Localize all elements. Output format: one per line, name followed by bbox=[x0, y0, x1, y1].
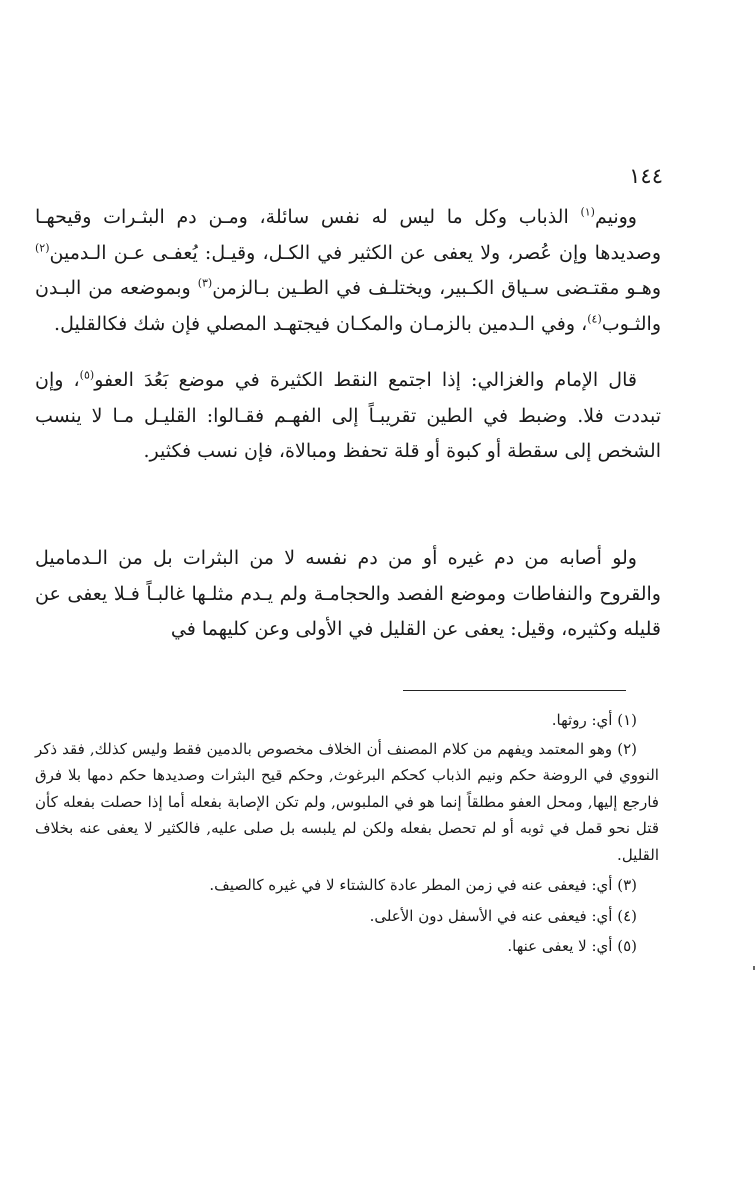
page-number: ١٤٤ bbox=[629, 164, 663, 188]
footnote-text: أي: لا يعفى عنها. bbox=[507, 937, 613, 955]
text-segment: ، bbox=[73, 369, 80, 391]
text-segment: وبموضعه من البـدن والثـوب bbox=[35, 277, 661, 335]
footnote-text: وليس كذلك, فقد ذكر النووي في الروضة حكم ونيم الذباب كحكم البرغوث, bbox=[35, 739, 659, 784]
footnote-reference: (٢) bbox=[35, 241, 50, 255]
footnote-reference: (٣) bbox=[197, 276, 213, 290]
paragraph-3 bbox=[35, 541, 661, 648]
footnote-text: إنما هو في الملبوس, ولم تكن الإصابة بفعله أما إذا حصلت بفعله كأن قتل نحو قمل bbox=[35, 792, 659, 837]
footnote-5 bbox=[35, 933, 659, 960]
footnote-text: وحكم قيح البثرات وصديدها حكم دمها بلا فرق فارجع إليها, ومحل العفو مطلقاً bbox=[35, 766, 659, 811]
footnote-1 bbox=[35, 707, 659, 734]
footnote-number: (٣) bbox=[617, 876, 637, 894]
footnote-reference: (٤) bbox=[587, 312, 602, 326]
text-segment: وهـو مقتـضى سـياق الكـبير، ويختلـف في الطـين بـالزمن bbox=[212, 277, 662, 300]
text-segment: وصديدها وإن عُصر، ولا يعفى عن الكثير في الكـل، وقيـل: يُعفـى عـن bbox=[113, 241, 661, 264]
footnote-reference: (١) bbox=[580, 205, 595, 219]
footnote-text: بخلاف القليل. bbox=[35, 819, 659, 864]
paragraph-2 bbox=[35, 363, 661, 470]
paragraph-text bbox=[35, 200, 661, 342]
paragraph-text bbox=[35, 363, 661, 470]
footnote-text: أي: فيعفى عنه في زمن المطر عادة كالشتاء لا في غيره كالصيف. bbox=[209, 876, 613, 894]
footnotes bbox=[35, 707, 659, 962]
footnote-separator bbox=[403, 690, 626, 691]
text-segment: وإن تبددت فلا. وضبط في الطين تقريبـاً إلى الفهـم فقـالوا: القليـل مـا لا bbox=[35, 369, 661, 427]
footnote-text: أي: روثها. bbox=[551, 711, 613, 729]
paragraph-text bbox=[35, 541, 661, 648]
footnote-text: أي: فيعفى عنه في الأسفل دون الأعلى. bbox=[369, 906, 613, 925]
footnote-number: (٤) bbox=[617, 906, 637, 925]
footnote-reference: (٥) bbox=[79, 368, 95, 382]
text-segment: الـدمين bbox=[49, 241, 107, 264]
text-segment: ، وفي الـدمين بالزمـان والمكـان فيجتهـد bbox=[272, 312, 588, 335]
text-segment: والقروح والنفاطات وموضع الفصد والحجامـة ولم يـدم مثلـها غالبـاً فـلا bbox=[113, 582, 661, 605]
text-segment: يعفى عن قليله وكثيره، وقيل: يعفى عن القليل في الأولى وعن كليهما في bbox=[35, 582, 661, 641]
text-segment: قال الإمام والغزالي: إذا اجتمع النقط الكثيرة في موضع بَعُدَ العفو bbox=[94, 369, 637, 391]
text-segment: ينسب الشخص إلى سقطة أو كبوة أو قلة تحفظ ومبالاة، فإن نسب فكثير. bbox=[35, 404, 661, 463]
text-segment: ولو أصابه من دم غيره أو من دم نفسه لا من البثرات بل من الـدماميل bbox=[35, 547, 637, 569]
footnote-number: (١) bbox=[617, 711, 637, 729]
footnote-3 bbox=[35, 872, 659, 899]
footnote-4 bbox=[35, 903, 659, 930]
footnote-number: (٥) bbox=[617, 937, 637, 955]
footnote-text: في ثوبه أو لم تحصل بفعله ولكن لم يلبسه بل صلى عليه, فالكثير لا يعفى عنه bbox=[79, 819, 570, 837]
text-segment: المصلي فإن شك فكالقليل. bbox=[54, 312, 267, 335]
text-segment: وونيم bbox=[594, 206, 637, 228]
footnote-number: (٢) bbox=[617, 739, 637, 758]
paragraph-1 bbox=[35, 200, 661, 342]
footnote-2 bbox=[35, 736, 659, 869]
footnote-text: وهو المعتمد ويفهم من كلام المصنف أن الخلاف مخصوص بالدمين فقط bbox=[172, 739, 613, 758]
text-segment: الذباب وكل ما ليس له نفس سائلة، ومـن دم البثـرات وقيحهـا bbox=[35, 206, 581, 228]
